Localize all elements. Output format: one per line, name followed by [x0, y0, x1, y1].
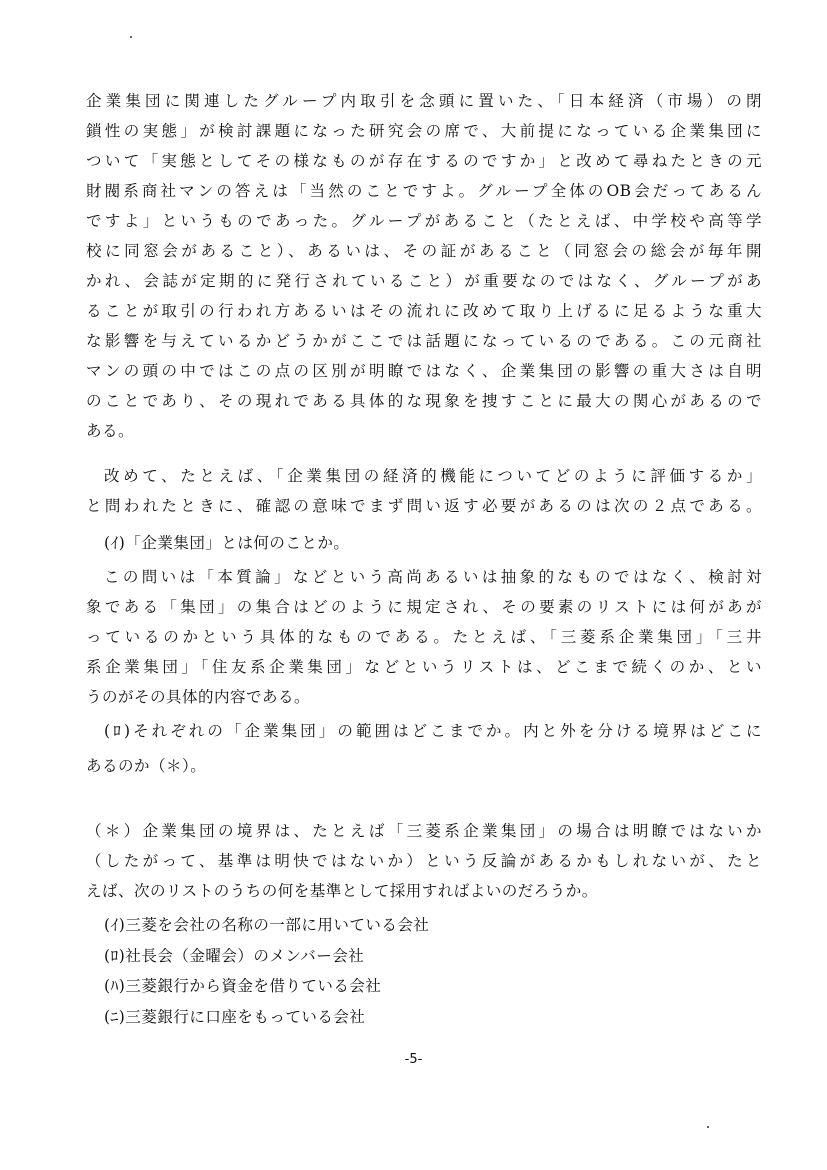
paragraph-line: うのがその具体的内容である。: [86, 688, 311, 706]
paragraph-line: この問いは「本質論」などという高尚あるいは抽象的なものではなく、検討対: [104, 568, 762, 586]
question-item: (ｲ)「企業集団」とは何のことか。: [104, 534, 350, 552]
paragraph-line: 系企業集団」「住友系企業集団」などというリストは、どこまで続くのか、とい: [86, 658, 762, 676]
paragraph-line: マンの頭の中ではこの点の区別が明瞭ではなく、企業集団の影響の重大さは自明: [86, 362, 762, 380]
paragraph-line: 企業集団に関連したグループ内取引を念頭に置いた、「日本経済（市場）の閉: [86, 92, 762, 110]
paragraph-line: 校に同窓会があること）、あるいは、その証があること（同窓会の総会が毎年開: [86, 242, 762, 260]
paragraph-line: ある。: [86, 422, 135, 440]
footnote-line: （したがって、基準は明快ではないか）という反論があるかもしれないが、たと: [86, 852, 762, 870]
paragraph-line: と問われたときに、確認の意味でまず問い返す必要があるのは次の２点である。: [86, 497, 762, 515]
footnote-line: えば、次のリストのうちの何を基準として採用すればよいのだろうか。: [86, 882, 598, 900]
paragraph-line: ですよ」というものであった。グループがあること（たとえば、中学校や高等学: [86, 212, 762, 230]
paragraph-line: っているのかという具体的なものである。たとえば、「三菱系企業集団」「三井: [86, 628, 762, 646]
paragraph-line: かれ、会誌が定期的に発行されていること）が重要なのではなく、グループがあ: [86, 272, 762, 290]
paragraph-line: のことであり、その現れである具体的な現象を捜すことに最大の関心があるので: [86, 392, 762, 410]
paragraph-line: 財閥系商社マンの答えは「当然のことですよ。グループ全体のOB会だってあるん: [86, 182, 762, 200]
footnote-line: （＊）企業集団の境界は、たとえば「三菱系企業集団」の場合は明瞭ではないか: [86, 822, 762, 840]
paragraph-line: ついて「実態としてその様なものが存在するのですか」と改めて尋ねたときの元: [86, 152, 762, 170]
footnote-list-item: (ﾊ)三菱銀行から資金を借りている会社: [104, 977, 382, 995]
paragraph-line: あるのか（＊）。: [86, 757, 207, 775]
page-number: -5-: [404, 1052, 423, 1067]
question-item: (ﾛ)それぞれの「企業集団」の範囲はどこまでか。内と外を分ける境界はどこに: [104, 722, 762, 740]
footnote-list-item: (ｲ)三菱を会社の名称の一部に用いている会社: [104, 916, 430, 934]
paragraph-line: 象である「集団」の集合はどのように規定され、その要素のリストには何があが: [86, 598, 762, 616]
scan-speck: [707, 1126, 709, 1128]
paragraph-line: 改めて、たとえば、「企業集団の経済的機能についてどのように評価するか」: [104, 467, 762, 485]
paragraph-line: 鎖性の実態」が検討課題になった研究会の席で、大前提になっている企業集団に: [86, 122, 762, 140]
footnote-list-item: (ﾆ)三菱銀行に口座をもっている会社: [104, 1008, 366, 1026]
paragraph-line: な影響を与えているかどうかがここでは話題になっているのである。この元商社: [86, 332, 762, 350]
footnote-list-item: (ﾛ)社長会（金曜会）のメンバー会社: [104, 947, 365, 965]
paragraph-line: ることが取引の行われ方あるいはその流れに改めて取り上げるに足るような重大: [86, 302, 762, 320]
scan-speck: [130, 36, 132, 38]
